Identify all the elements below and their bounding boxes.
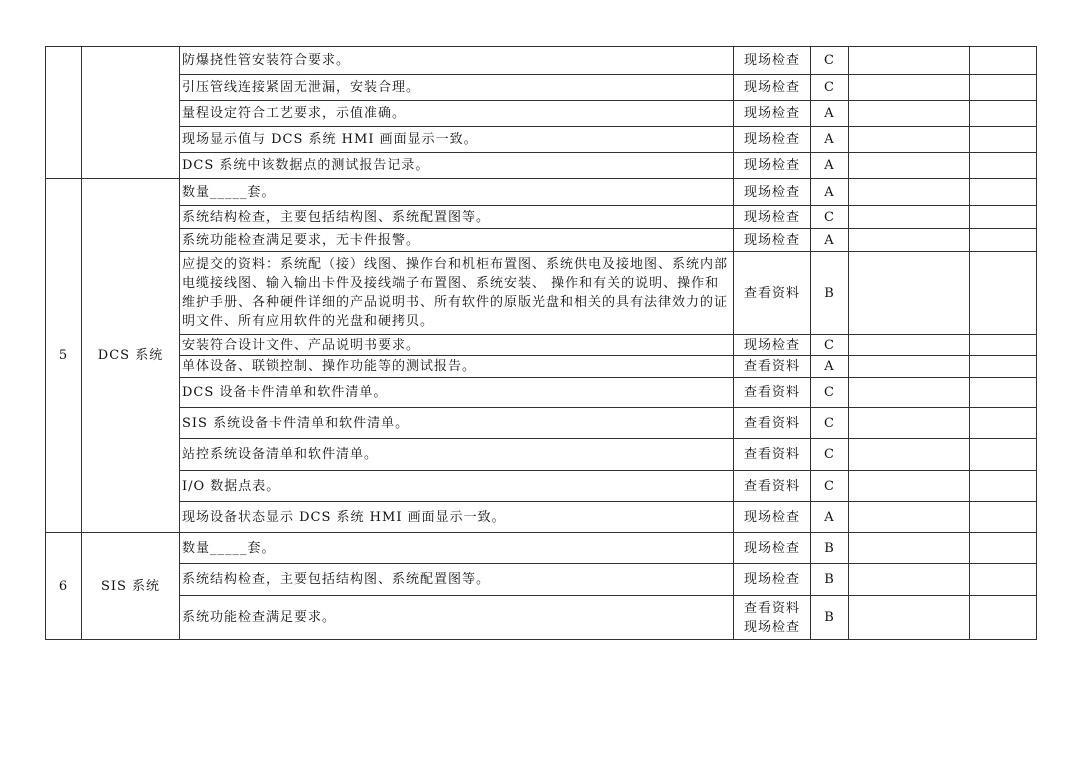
table-row [46,179,1037,206]
remark-cell [970,179,1037,206]
inspection-item-cell: I/O 数据点表。 [180,471,734,502]
result-cell [849,252,970,335]
group-number-cell: 6 [46,533,82,640]
table-row [46,533,1037,564]
check-method-cell: 现场检查 [734,564,811,596]
result-cell [849,153,970,179]
result-cell [849,378,970,408]
table-row [46,101,1037,127]
inspection-item-cell: SIS 系统设备卡件清单和软件清单。 [180,408,734,439]
inspection-item-cell: 系统结构检查，主要包括结构图、系统配置图等。 [180,206,734,229]
level-cell: B [811,533,849,564]
inspection-item-cell: DCS 设备卡件清单和软件清单。 [180,378,734,408]
table-row [46,596,1037,640]
system-name-cell [82,47,180,179]
level-cell: A [811,356,849,378]
check-method-cell: 查看资料 [734,356,811,378]
table-row [46,47,1037,75]
result-cell [849,533,970,564]
remark-cell [970,596,1037,640]
remark-cell [970,252,1037,335]
inspection-item-cell: 系统功能检查满足要求。 [180,596,734,640]
system-name-cell: DCS 系统 [82,179,180,533]
level-cell: C [811,378,849,408]
inspection-item-cell: 安装符合设计文件、产品说明书要求。 [180,335,734,356]
result-cell [849,596,970,640]
result-cell [849,206,970,229]
level-cell: C [811,439,849,471]
level-cell: A [811,229,849,252]
remark-cell [970,75,1037,101]
system-name-cell: SIS 系统 [82,533,180,640]
remark-cell [970,439,1037,471]
inspection-item-cell: 数量_____套。 [180,533,734,564]
level-cell: A [811,153,849,179]
level-cell: C [811,206,849,229]
inspection-item-cell: 应提交的资料：系统配（接）线图、操作台和机柜布置图、系统供电及接地图、系统内部电缆接线图、输入输出卡件及接线端子布置图、系统安装、 操作和有关的说明、操作和维护手册、各种硬件详细的产品说明书、所有软件的原版光盘和相关的具有法律效力的证明文件、所有应用软件的光盘和硬拷贝。 [180,252,734,335]
table-row [46,335,1037,356]
check-method-cell: 查看资料 [734,408,811,439]
check-method-cell: 现场检查 [734,335,811,356]
inspection-item-cell: 单体设备、联锁控制、操作功能等的测试报告。 [180,356,734,378]
check-method-cell: 查看资料 [734,439,811,471]
result-cell [849,127,970,153]
remark-cell [970,127,1037,153]
check-method-cell: 现场检查 [734,153,811,179]
check-method-cell: 现场检查 [734,502,811,533]
result-cell [849,564,970,596]
result-cell [849,101,970,127]
check-method-cell: 现场检查 [734,206,811,229]
inspection-item-cell: 站控系统设备清单和软件清单。 [180,439,734,471]
remark-cell [970,356,1037,378]
inspection-item-cell: 系统功能检查满足要求，无卡件报警。 [180,229,734,252]
result-cell [849,439,970,471]
group-number-cell [46,47,82,179]
result-cell [849,356,970,378]
remark-cell [970,206,1037,229]
level-cell: A [811,502,849,533]
table-row [46,502,1037,533]
table-row [46,75,1037,101]
inspection-item-cell: DCS 系统中该数据点的测试报告记录。 [180,153,734,179]
check-method-cell: 查看资料 [734,471,811,502]
check-method-cell: 现场检查 [734,179,811,206]
result-cell [849,408,970,439]
check-method-cell: 现场检查 [734,101,811,127]
table-row [46,153,1037,179]
level-cell: C [811,47,849,75]
inspection-table [45,46,1037,640]
level-cell: C [811,335,849,356]
inspection-item-cell: 数量_____套。 [180,179,734,206]
check-method-cell: 现场检查 [734,127,811,153]
group-number-cell: 5 [46,179,82,533]
table-row [46,439,1037,471]
result-cell [849,335,970,356]
level-cell: C [811,471,849,502]
table-row [46,252,1037,335]
result-cell [849,502,970,533]
level-cell: A [811,127,849,153]
table-row [46,408,1037,439]
table-row [46,127,1037,153]
result-cell [849,471,970,502]
level-cell: B [811,596,849,640]
remark-cell [970,408,1037,439]
level-cell: B [811,252,849,335]
check-method-cell: 查看资料 [734,252,811,335]
result-cell [849,47,970,75]
inspection-item-cell: 现场设备状态显示 DCS 系统 HMI 画面显示一致。 [180,502,734,533]
remark-cell [970,101,1037,127]
table-row [46,378,1037,408]
table-row [46,229,1037,252]
result-cell [849,75,970,101]
inspection-item-cell: 引压管线连接紧固无泄漏，安装合理。 [180,75,734,101]
check-method-cell: 查看资料 [734,378,811,408]
inspection-item-cell: 量程设定符合工艺要求，示值准确。 [180,101,734,127]
remark-cell [970,564,1037,596]
remark-cell [970,378,1037,408]
remark-cell [970,471,1037,502]
inspection-item-cell: 现场显示值与 DCS 系统 HMI 画面显示一致。 [180,127,734,153]
table-row [46,206,1037,229]
remark-cell [970,47,1037,75]
table-row [46,471,1037,502]
table-row [46,356,1037,378]
level-cell: C [811,408,849,439]
level-cell: A [811,101,849,127]
check-method-cell: 现场检查 [734,229,811,252]
result-cell [849,229,970,252]
remark-cell [970,153,1037,179]
check-method-cell: 查看资料 现场检查 [734,596,811,640]
inspection-item-cell: 防爆挠性管安装符合要求。 [180,47,734,75]
level-cell: C [811,75,849,101]
remark-cell [970,229,1037,252]
check-method-cell: 现场检查 [734,75,811,101]
check-method-cell: 现场检查 [734,47,811,75]
remark-cell [970,335,1037,356]
level-cell: B [811,564,849,596]
remark-cell [970,502,1037,533]
result-cell [849,179,970,206]
check-method-cell: 现场检查 [734,533,811,564]
table-row [46,564,1037,596]
inspection-item-cell: 系统结构检查，主要包括结构图、系统配置图等。 [180,564,734,596]
remark-cell [970,533,1037,564]
level-cell: A [811,179,849,206]
